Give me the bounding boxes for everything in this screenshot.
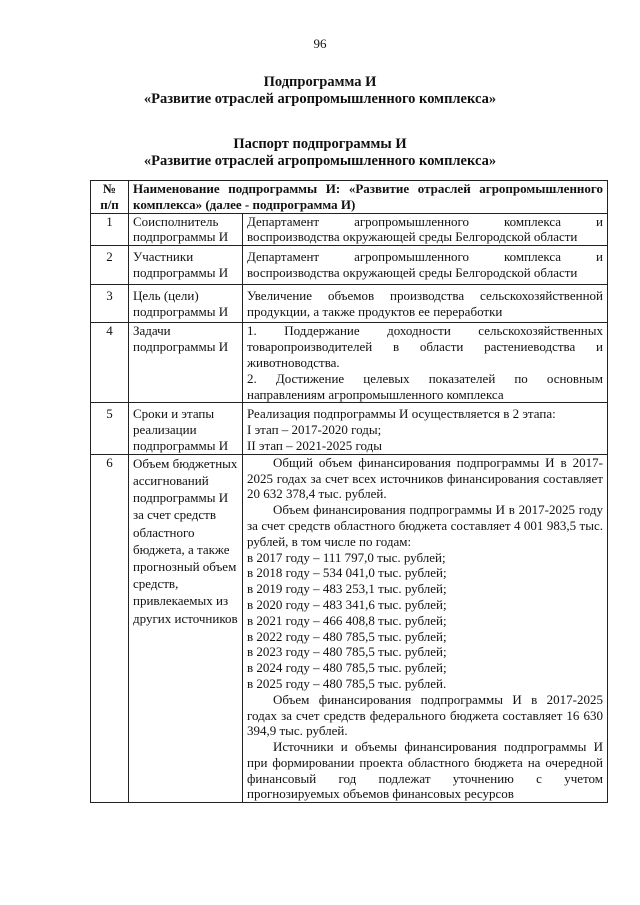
financing-note: Источники и объемы финансирования подпрограммы И при формировании проекта областного бюджета на очередной финансовый год подлежат уточнению с учетом прогнозируемых объемов финансовых ресурсов (247, 739, 603, 802)
table-row (91, 454, 608, 803)
row-label: Соисполнитель подпрограммы И (129, 213, 243, 246)
row-num: 1 (91, 213, 129, 246)
page-number: 96 (313, 36, 327, 51)
year-amount: в 2021 году – 466 408,8 тыс. рублей; (247, 612, 447, 628)
regional-financing: Объем финансирования подпрограммы И в 2017-2025 году за счет средств областного бюджета составляет 4 001 983,5 тыс. рублей, в том числе по годам: (247, 502, 603, 549)
year-amount: в 2024 году – 480 785,5 тыс. рублей; (247, 660, 447, 676)
table-row (91, 246, 608, 285)
year-amount: в 2018 году – 534 041,0 тыс. рублей; (247, 565, 447, 581)
federal-financing: Объем финансирования подпрограммы И в 2017-2025 годах за счет средств федерального бюджета составляет 16 630 394,9 тыс. рублей. (247, 691, 603, 739)
header-title-cell: Наименование подпрограммы И: «Развитие отраслей агропромышленного комплекса» (далее - подпрограмма И) (129, 181, 608, 214)
row-label: Задачи подпрограммы И (129, 323, 243, 403)
year-amount: в 2022 году – 480 785,5 тыс. рублей; (247, 628, 447, 644)
header-num-line: п/п (100, 196, 119, 212)
row-value: Увеличение объемов производства сельскохозяйственной продукции, а также продуктов ее переработки (243, 284, 608, 323)
passport-title (0, 136, 640, 170)
row-num: 4 (91, 323, 129, 403)
row-value (243, 403, 608, 454)
subprogram-title (0, 74, 640, 108)
table-row (91, 213, 608, 246)
row-label: Участники подпрограммы И (129, 246, 243, 285)
row-value (243, 454, 608, 803)
passport-title-line: Паспорт подпрограммы И (233, 136, 407, 152)
passport-table (90, 180, 608, 803)
table-row (91, 284, 608, 323)
year-amount: в 2017 году – 111 797,0 тыс. рублей; (247, 549, 446, 565)
total-financing: Общий объем финансирования подпрограммы И в 2017-2025 годах за счет всех источников финансирования составляет 20 632 378,4 тыс. рублей. (247, 454, 603, 502)
subprogram-title-line: Подпрограмма И (263, 74, 377, 90)
table-row (91, 323, 608, 403)
row-label: Объем бюджетных ассигнований подпрограммы И за счет средств областного бюджета, а также прогнозный объем средств, привлекаемых из других источников (129, 454, 243, 803)
row-num: 5 (91, 403, 129, 454)
stage-line: Реализация подпрограммы И осуществляется в 2 этапа: (247, 406, 556, 422)
subprogram-title-line: «Развитие отраслей агропромышленного комплекса» (143, 91, 497, 107)
row-num: 6 (91, 454, 129, 803)
passport-title-line: «Развитие отраслей агропромышленного комплекса» (143, 153, 497, 169)
year-amount: в 2019 году – 483 253,1 тыс. рублей; (247, 581, 447, 597)
table-header-row (91, 181, 608, 214)
table-row (91, 403, 608, 454)
stage-line: I этап – 2017-2020 годы; (247, 422, 382, 438)
year-amount: в 2025 году – 480 785,5 тыс. рублей. (247, 675, 447, 691)
year-amount: в 2020 году – 483 341,6 тыс. рублей; (247, 596, 447, 612)
row-value (243, 323, 608, 403)
row-label: Цель (цели) подпрограммы И (129, 284, 243, 323)
row-num: 3 (91, 284, 129, 323)
header-num-cell (91, 181, 129, 214)
row-value: Департамент агропромышленного комплекса и воспроизводства окружающей среды Белгородской области (243, 246, 608, 285)
row-num: 2 (91, 246, 129, 285)
task-item: 1. Поддержание доходности сельскохозяйственных товаропроизводителей в области растениеводства и животноводства. (247, 323, 603, 370)
year-amount: в 2023 году – 480 785,5 тыс. рублей; (247, 644, 447, 660)
stage-line: II этап – 2021-2025 годы (247, 437, 382, 453)
task-item: 2. Достижение целевых показателей по основным направлениям агропромышленного комплекса (247, 370, 603, 402)
header-num-line: № (102, 181, 117, 196)
row-label: Сроки и этапы реализации подпрограммы И (129, 403, 243, 454)
row-value: Департамент агропромышленного комплекса и воспроизводства окружающей среды Белгородской области (243, 213, 608, 246)
